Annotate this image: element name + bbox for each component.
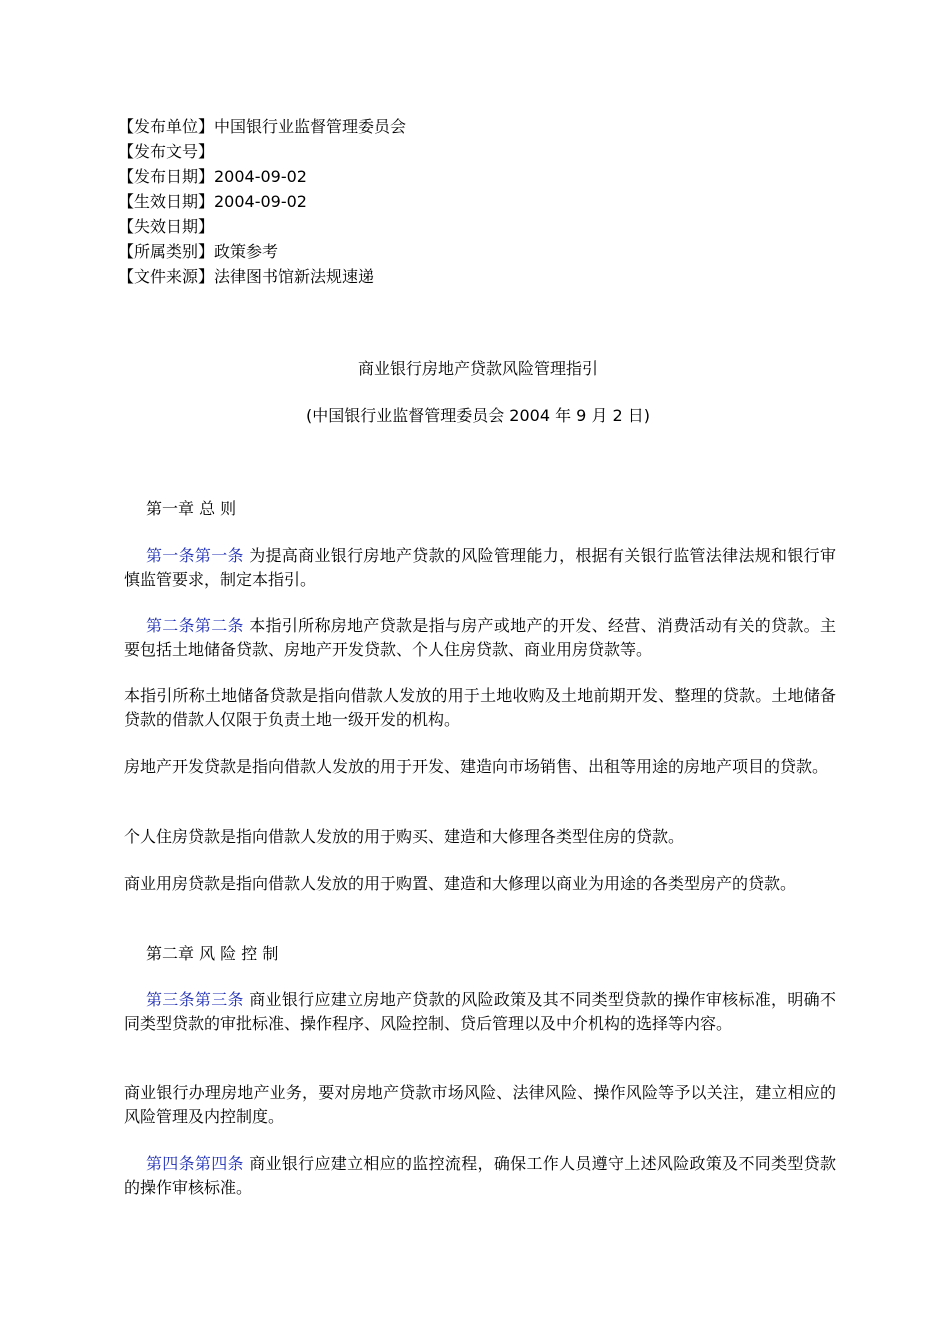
paragraph-commercial-property-loan: 商业用房贷款是指向借款人发放的用于购置、建造和大修理以商业为用途的各类型房产的贷款。 — [124, 874, 797, 893]
article-3-text: 商业银行应建立房地产贷款的风险政策及其不同类型贷款的操作审核标准，明确不同类型贷款的审批标准、操作程序、风险控制、贷后管理以及中介机构的选择等内容。 — [124, 990, 836, 1033]
article-4-text: 商业银行应建立相应的监控流程，确保工作人员遵守上述风险政策及不同类型贷款的操作审核标准。 — [124, 1154, 836, 1197]
meta-source: 【文件来源】法律图书馆新法规速递 — [118, 267, 375, 286]
article-4 — [124, 1152, 836, 1200]
paragraph-business-risk: 商业银行办理房地产业务，要对房地产贷款市场风险、法律风险、操作风险等予以关注，建立相应的风险管理及内控制度。 — [124, 1083, 836, 1126]
meta-doc-number: 【发布文号】 — [118, 142, 215, 161]
article-1-text: 为提高商业银行房地产贷款的风险管理能力，根据有关银行监管法律法规和银行审慎监管要求，制定本指引。 — [124, 546, 836, 589]
article-4-label[interactable]: 第四条第四条 — [146, 1154, 244, 1173]
article-1 — [124, 544, 836, 592]
meta-publisher: 【发布单位】中国银行业监督管理委员会 — [118, 117, 407, 136]
meta-expiry-date: 【失效日期】 — [118, 217, 215, 236]
document-metadata — [118, 114, 838, 289]
article-2-text: 本指引所称房地产贷款是指与房产或地产的开发、经营、消费活动有关的贷款。主要包括土地储备贷款、房地产开发贷款、个人住房贷款、商业用房贷款等。 — [124, 616, 836, 659]
article-2-label[interactable]: 第二条第二条 — [146, 616, 244, 635]
chapter-2-heading: 第二章 风 险 控 制 — [146, 944, 279, 963]
paragraph-land-reserve-loan: 本指引所称土地储备贷款是指向借款人发放的用于土地收购及土地前期开发、整理的贷款。土地储备贷款的借款人仅限于负责土地一级开发的机构。 — [124, 686, 836, 729]
paragraph-development-loan: 房地产开发贷款是指向借款人发放的用于开发、建造向市场销售、出租等用途的房地产项目的贷款。 — [124, 757, 829, 776]
article-3-label[interactable]: 第三条第三条 — [146, 990, 244, 1009]
meta-category: 【所属类别】政策参考 — [118, 242, 279, 261]
article-3 — [124, 988, 836, 1036]
article-1-label[interactable]: 第一条第一条 — [146, 546, 244, 565]
paragraph-personal-housing-loan: 个人住房贷款是指向借款人发放的用于购买、建造和大修理各类型住房的贷款。 — [124, 827, 685, 846]
meta-publish-date: 【发布日期】2004-09-02 — [118, 167, 307, 186]
chapter-1-heading: 第一章 总 则 — [146, 499, 237, 518]
document-title: 商业银行房地产贷款风险管理指引 — [357, 359, 598, 378]
document-subtitle: (中国银行业监督管理委员会 2004 年 9 月 2 日) — [305, 406, 651, 425]
meta-effective-date: 【生效日期】2004-09-02 — [118, 192, 307, 211]
article-2 — [124, 614, 836, 662]
